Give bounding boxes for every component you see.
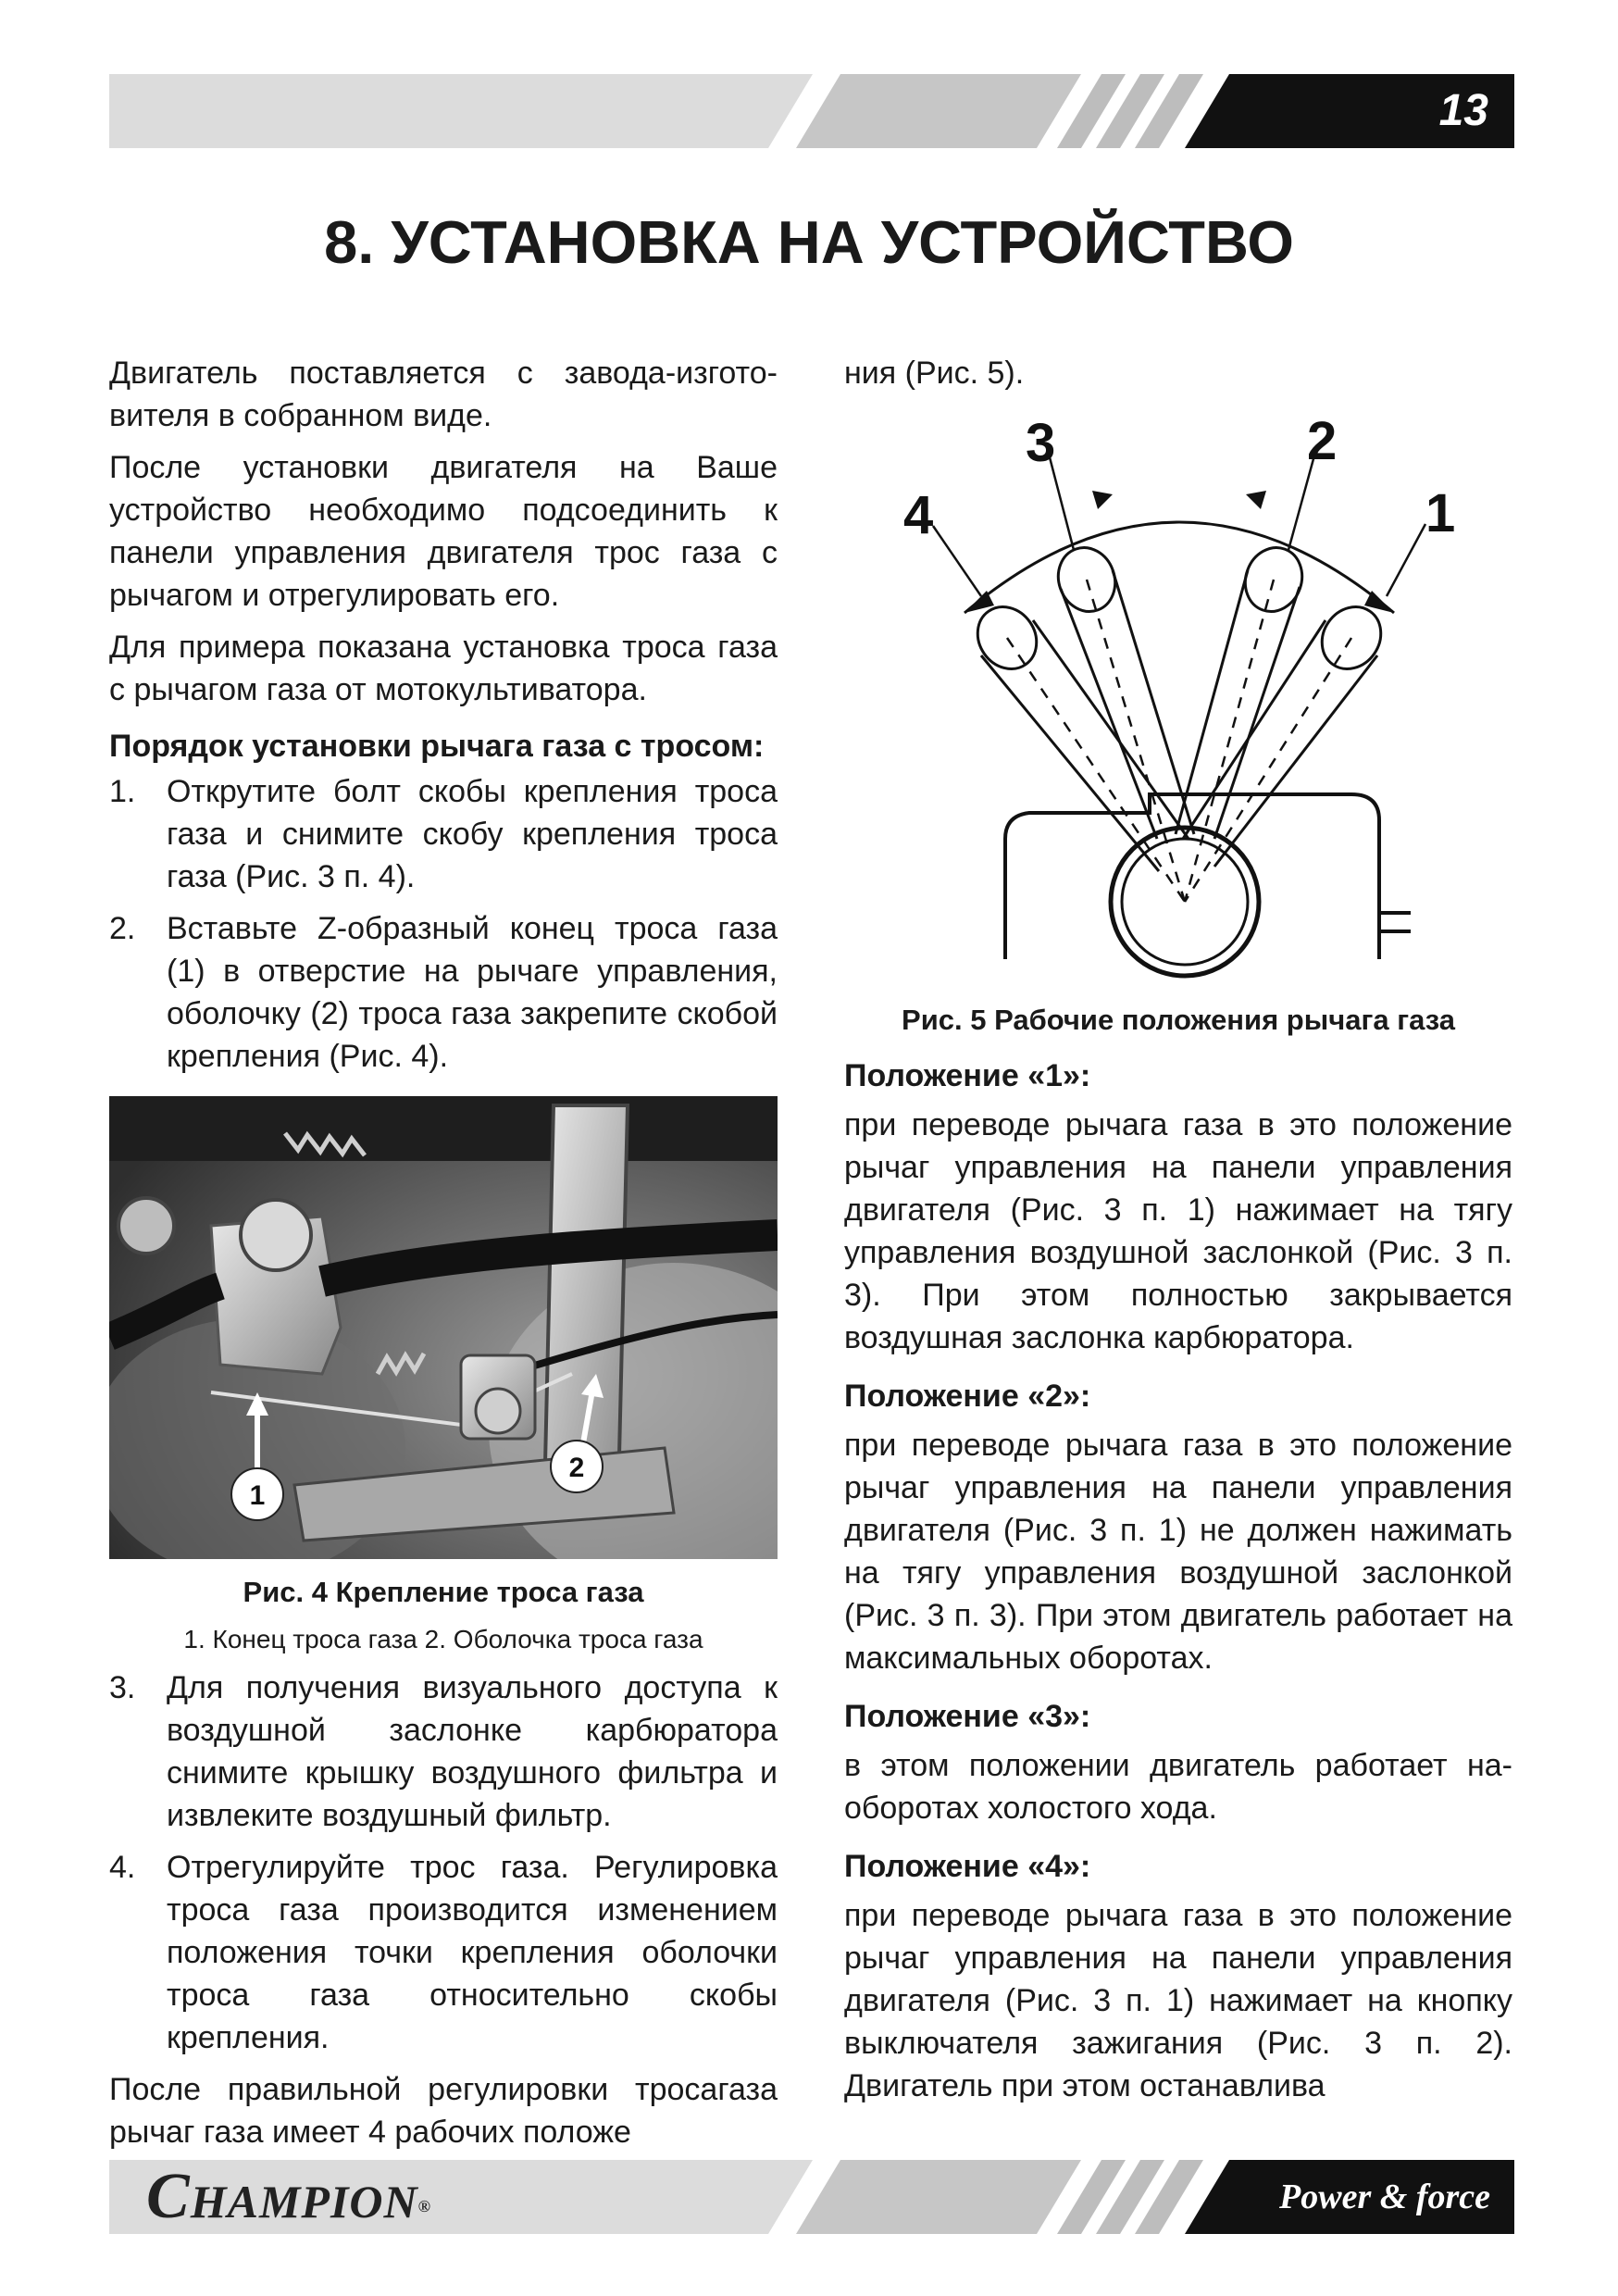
position-4-text: при переводе рычага газа в это положение рычаг управления на панели управления двигателя (Рис. 3 п. 1) нажимает на кнопку выключателя зажигания (Рис. 3 п. 2). Двигатель при этом останавлива: [844, 1898, 1512, 2103]
figure-5-diagram: [844, 394, 1512, 996]
step-number: 1.: [109, 774, 136, 809]
position-1-label: 1: [1425, 483, 1456, 543]
step-text: Для получения визуального доступа к воздушной заслонке карбюратора снимите крышку воздушного фильтра и извлеките воздушный фильтр.: [167, 1670, 778, 1833]
procedure-heading: Порядок установки рычага газа с тросом:: [109, 729, 765, 764]
figure-4-legend: 1. Конец троса газа 2. Оболочка троса газа: [183, 1625, 703, 1653]
figure-5-caption: Рис. 5 Рабочие положения рычага газа: [902, 1004, 1455, 1036]
position-2-heading: Положение «2»:: [844, 1379, 1091, 1414]
outro-paragraph: После правильной регулировки тросагаза рычаг газа имеет 4 рабочих положе: [109, 2072, 778, 2150]
champion-logo: [146, 2161, 432, 2233]
intro-paragraph-3: Для примера показана установка троса газа с рычагом газа от мотокультиватора.: [109, 630, 778, 707]
header-band: [109, 74, 1514, 148]
intro-paragraph-2: После установки двигателя на Ваше устройство необходимо подсоединить к панели управления двигателя трос газа с рычагом и отрегулировать его.: [109, 450, 778, 613]
footer-band: [109, 2160, 1514, 2234]
figure-4-photo: [109, 1096, 778, 1559]
step-item: [109, 907, 778, 1078]
position-3-text: в этом положении двигатель работает наоборотах холостого хода.: [844, 1748, 1512, 1826]
footer-slogan: Power & force: [1279, 2177, 1490, 2216]
procedure-steps-continued: [109, 1666, 778, 2059]
step-item: [109, 1666, 778, 1837]
step-text: Вставьте Z-образный конец троса газа (1) в отверстие на рычаге управления, оболочку (2) троса газа закрепите скобой крепления (Рис. 4).: [167, 911, 778, 1074]
callout-2: [551, 1441, 603, 1492]
intro-paragraph-1: Двигатель поставляется с завода-изготовителя в собранном виде.: [109, 356, 778, 433]
step-item: [109, 1846, 778, 2059]
step-number: 3.: [109, 1670, 136, 1705]
step-number: 2.: [109, 911, 136, 946]
right-column: [844, 352, 1512, 2116]
page-title: 8. УСТАНОВКА НА УСТРОЙСТВО: [324, 208, 1294, 276]
position-2-text: при переводе рычага газа в это положение рычаг управления на панели управления двигателя (Рис. 3 п. 1) не должен нажимать на тягу управления воздушной заслонкой (Рис. 3 п. 3). При этом двигатель работает на максимальных оборотах.: [844, 1428, 1512, 1676]
position-3-label: 3: [1026, 413, 1056, 473]
logo-initial: C: [146, 2161, 191, 2232]
position-2-label: 2: [1307, 411, 1338, 471]
position-1-heading: Положение «1»:: [844, 1058, 1091, 1093]
left-column: [109, 352, 778, 2163]
position-4-heading: Положение «4»:: [844, 1849, 1091, 1884]
step-number: 4.: [109, 1850, 136, 1885]
step-item: [109, 770, 778, 898]
position-1-text: при переводе рычага газа в это положение рычаг управления на панели управления двигателя (Рис. 3 п. 1) нажимает на тягу управления воздушной заслонкой (Рис. 3 п. 3). При этом полностью закрывается воздушная заслонка карбюратора.: [844, 1107, 1512, 1355]
figure-4-caption: Рис. 4 Крепление троса газа: [243, 1576, 644, 1608]
logo-rest: HAMPION: [190, 2176, 418, 2227]
procedure-steps: [109, 770, 778, 1078]
callout-1-label: 1: [249, 1480, 266, 1511]
continuation-text: ния (Рис. 5).: [844, 356, 1025, 391]
position-4-label: 4: [903, 485, 934, 545]
step-text: Открутите болт скобы крепления троса газа и снимите скобу крепления троса газа (Рис. 3 п. 4).: [167, 774, 778, 894]
page-number: 13: [1438, 86, 1488, 135]
callout-1: [231, 1468, 283, 1520]
callout-2-label: 2: [568, 1453, 585, 1483]
header-stripes: [109, 74, 1514, 148]
position-3-heading: Положение «3»:: [844, 1699, 1091, 1734]
step-text: Отрегулируйте трос газа. Регулировка троса газа производится изменением положения точки крепления оболочки троса газа относительно скобы крепления.: [167, 1850, 778, 2055]
registered-mark: ®: [417, 2197, 432, 2215]
